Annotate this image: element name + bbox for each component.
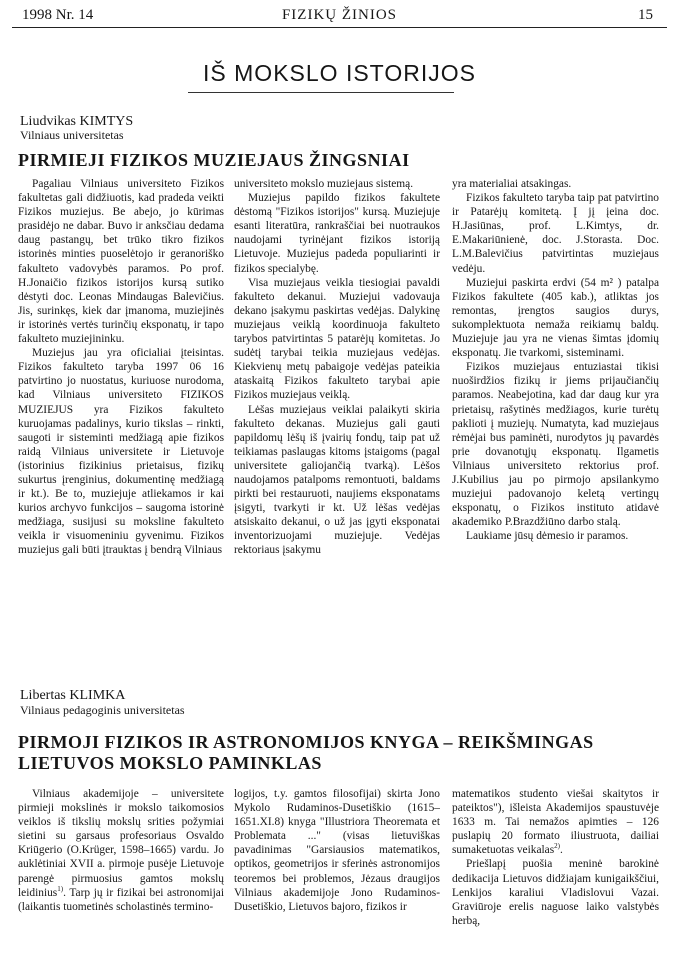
footnote-marker: 2) <box>554 842 561 851</box>
paragraph: logijos, t.y. gamtos filosofijai) skirta Jono Mykolo Rudaminos-Dusetiškio (1615–1651.XI.8) knyga "Illustriora Theoremata et Problemata ..." (visas lietuviškas pavadinimas "Garsiausios matematikos, optikos, geometrijos ir sferinės astronomijos teoremos bei problemos, Jėzaus draugijos Vilniaus akademijoje Jono Rudaminos-Dusetiškio, Lietuvos bajoro, fizikos ir <box>234 788 440 913</box>
paragraph: Muziejus jau yra oficialiai įteisintas. Fizikos fakulteto taryba 1997 06 16 patvirtino jo nuostatus, kuriuose nurodoma, kad Vilniaus universiteto FIZIKOS MUZIEJUS yra Fizikos fakulteto kuruojamas padalinys, kurio tikslas – rinkti, saugoti ir sisteminti medžiagą apie fizikos raidą Vilniaus universitete ir Lietuvoje (istorinius fizikinius prietaisus, fizikų sukurtus įrenginius, dokumentinę medžiagą ir kt.). Be to, muziejuje atliekamos ir kai kurios archyvo funkcijos – saugoma istorinė medžiaga, susijusi su moksline fakulteto veikla ir visuomeniniu gyvenimu. Fizikos muziejus gali būti įtrauktas į bendrą Vilniaus <box>18 347 224 557</box>
paragraph: Lėšas muziejaus veiklai palaikyti skiria fakulteto dekanas. Muziejus gali gauti papildomų lėšų iš įvairių fondų, taip pat už teikiamas paslaugas kitoms įstaigoms (pagal universitete galiojančią tvarką). Lėšos naudojamos patalpoms remontuoti, baldams pirkti bei restauruoti, naujiems eksponatams įsigyti, tvarkyti ir kt. Už lėšas vedėjas atsiskaito dekanui, o už jas įgyti eksponatai inventorizuojami muziejuje. Vedėjas rektoriaus įsakymu <box>234 403 440 557</box>
paragraph: Pagaliau Vilniaus universiteto Fizikos fakultetas gali didžiuotis, kad pradeda veikti Fizikos muziejus. Be abejo, jo kūrimas prasidėjo ne dabar. Buvo ir anksčiau dedama daug pastangų, bet trūko tikro fizikos istorinės minties puoselėtojo ir geranoriško fakulteto vadovybės paramos. Po prof. H.Jonaičio fizikos istorijos kursą sutiko dėstyti doc. Leonas Mindaugas Balevičius. Jis, surinkęs, kiek dar įmanoma, muziejinės ir istorinės vertės turinčių eksponatų, ir tapo fakulteto muziejininku. <box>18 178 224 346</box>
journal-title: FIZIKŲ ŽINIOS <box>281 7 398 23</box>
article1-author: Liudvikas KIMTYS <box>20 114 134 129</box>
issue-label: 1998 Nr. 14 <box>22 7 94 23</box>
section-title-rule <box>188 92 454 93</box>
paragraph: Vilniaus akademijoje – universitete pirmieji mokslinės ir mokslo taikomosios veiklos iš tikslių mokslų srities požymiai sietini su garsaus profesoriaus Osvaldo Kriūgerio (O.Krüger, 1598–1665) vardu. Jo auklėtiniai XVII a. pirmoje pusėje Lietuvoje parengė pirmuosius gamtos mokslų leidinius$^{1)}$. Tarp jų ir fizikai bei astronomijai (laikantis tuometinės scholastinės termino- <box>18 788 224 913</box>
article1-affiliation: Vilniaus universitetas <box>20 128 124 142</box>
paragraph: Fizikos fakulteto taryba taip pat patvirtino ir Patarėjų komitetą. Į jį įeina doc. H.Jasiūnas, prof. L.Kimtys, dr. E.Makariūnienė, doc. J.Storasta. Doc. L.M.Balevičius patvirtintas muziejaus vedėju. <box>452 192 659 275</box>
article1-column-1 <box>18 177 224 667</box>
paragraph: Priešlapį puošia meninė barokinė dedikacija Lietuvos didžiajam kunigaikščiui, Lenkijos karaliui Vladislovui Vazai. Graviūroje erelis naguose laiko valstybės herbą, <box>452 858 659 927</box>
footnote-marker: 1) <box>57 884 64 893</box>
article2-title <box>18 732 594 774</box>
article2-title-line-2: LIETUVOS MOKSLO PAMINKLAS <box>18 753 322 773</box>
article1-column-2 <box>234 177 440 667</box>
article2-title-line-1: PIRMOJI FIZIKOS IR ASTRONOMIJOS KNYGA – REIKŠMINGAS <box>18 732 594 752</box>
article2-author: Libertas KLIMKA <box>20 688 126 703</box>
paragraph: Laukiame jūsų dėmesio ir paramos. <box>466 530 629 543</box>
article2-column-3 <box>452 787 659 974</box>
paragraph: Muziejus papildo fizikos fakultete dėstomą "Fizikos istorijos" kursą. Muziejuje esanti literatūra, rankraščiai bei nuotraukos naudojami tyrinėjant fizikos istoriją Lietuvoje. Muziejus padeda populiarinti ir fizikos specialybę. <box>234 192 440 275</box>
page-number: 15 <box>638 7 653 23</box>
article1-title: PIRMIEJI FIZIKOS MUZIEJAUS ŽINGSNIAI <box>18 150 410 170</box>
article1-column-3 <box>452 177 659 667</box>
article2-affiliation: Vilniaus pedagoginis universitetas <box>20 703 185 717</box>
article2-column-1 <box>18 787 224 974</box>
paragraph: matematikos studento viešai skaitytos ir pateiktos"), išleista Akademijos spaustuvėje 1633 m. Tai nemažos apimties – 126 puslapių 20 formato iliustruota, dailiai sumaketuotas veikalas$^{2)}$. <box>452 788 659 857</box>
paragraph: yra materialiai atsakingas. <box>452 178 572 190</box>
paragraph: Visa muziejaus veikla tiesiogiai pavaldi fakulteto dekanui. Muziejui vadovauja dekano įsakymu paskirtas vedėjas. Dalykinę muziejaus veiklą koordinuoja fakulteto tarybos patvirtintas 5 patarėjų komitetas. Jo sudėtį tarybai teikia muziejaus vedėjas. Kiekvienų metų pabaigoje vedėjas pateikia ataskaitą Fizikos fakulteto tarybai apie Fizikos muziejaus veiklą. <box>234 276 440 402</box>
paragraph: Fizikos muziejaus entuziastai tikisi nuoširdžios fizikų ir jiems prijaučiančių paramos. Neabejotina, kad dar daug kur yra prietaisų, rašytinės medžiagos, kurie turėtų paklioti į muziejų. Numatyta, kad muziejaus rėmėjai bus paminėti, nurodytos jų pavardės prie dovanotųjų eksponatų. Ilgametis Vilniaus universiteto rektorius prof. J.Kubilius jau po pirmojo apsilankymo muziejui padovanojo keletą vertingų eksponatų, o Fizikos instituto atidavė akademiko P.Brazdžiūno darbo stalą. <box>452 361 659 529</box>
header-rule <box>12 27 667 28</box>
paragraph: Muziejui paskirta erdvi (54 m² ) patalpa Fizikos fakultete (405 kab.), atliktas jos remontas, įrengtos saugios durys, sukomplektuota nemaža reikiamų baldų. Muziejuje jau yra ne vienas šimtas įdomių eksponatų. Jie tvarkomi, sisteminami. <box>452 276 659 360</box>
article2-column-2 <box>234 787 440 974</box>
paragraph: universiteto mokslo muziejaus sistemą. <box>234 178 414 190</box>
section-title: IŠ MOKSLO ISTORIJOS <box>203 60 476 86</box>
